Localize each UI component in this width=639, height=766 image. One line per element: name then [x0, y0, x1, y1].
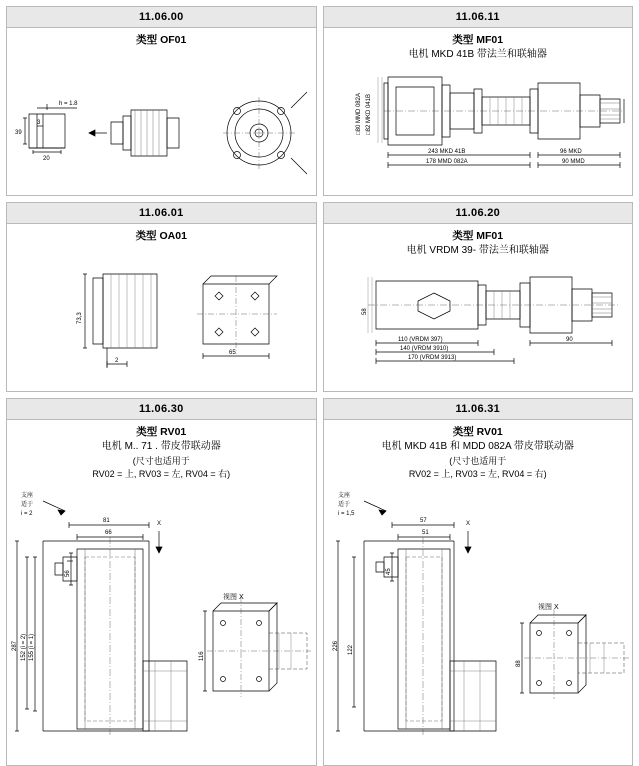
note-line-2: RV02 = 上, RV03 = 左, RV04 = 右): [408, 468, 547, 479]
panel-body: [7, 224, 316, 391]
subtitle: 电机 MKD 41B 带法兰和联轴器: [408, 49, 547, 61]
svg-text:110 (VRDM 397): 110 (VRDM 397): [397, 336, 443, 343]
svg-text:适于: 适于: [337, 501, 350, 508]
type-label: 类型 RV01: [136, 426, 187, 438]
svg-text:□82 MKD 041B: □82 MKD 041B: [365, 93, 372, 135]
svg-text:243 MKD 41B: 243 MKD 41B: [427, 148, 465, 155]
note-line-2: RV02 = 上, RV03 = 左, RV04 = 右): [92, 468, 231, 479]
svg-text:90: 90: [565, 336, 573, 343]
svg-text:65: 65: [229, 350, 236, 357]
drawing-grid: [6, 6, 633, 766]
type-label: 类型 MF01: [452, 230, 504, 242]
subtitle: 电机 MKD 41B 和 MDD 082A 带皮带联动器: [381, 441, 574, 453]
svg-text:122: 122: [347, 644, 354, 655]
svg-text:视图 X: 视图 X: [537, 603, 559, 611]
svg-text:73,3: 73,3: [77, 312, 83, 325]
drawing-11-06-01: [7, 244, 317, 384]
svg-text:116: 116: [199, 651, 205, 661]
panel-11-06-31: [323, 398, 634, 766]
panel-11-06-11: [323, 6, 634, 196]
svg-text:39: 39: [15, 130, 22, 137]
drawing-11-06-00: [7, 48, 317, 188]
svg-text:□80 MMD 082A: □80 MMD 082A: [355, 92, 362, 135]
panel-header: 11.06.20: [324, 203, 633, 224]
svg-text:178 MMD 082A: 178 MMD 082A: [425, 158, 468, 165]
type-label: 类型 OF01: [136, 34, 187, 46]
svg-text:58: 58: [361, 308, 368, 315]
svg-text:88: 88: [515, 660, 522, 667]
panel-11-06-01: [6, 202, 317, 392]
drawing-11-06-20: [324, 259, 634, 371]
svg-text:170 (VRDM 3913): 170 (VRDM 3913): [407, 354, 456, 361]
drawing-11-06-31: [324, 481, 634, 756]
panel-titles: [324, 224, 633, 259]
svg-text:i = 2: i = 2: [21, 510, 33, 517]
drawing-11-06-11: [324, 63, 634, 181]
svg-text:287: 287: [12, 640, 18, 651]
svg-text:20: 20: [43, 156, 50, 163]
type-label: 类型 RV01: [452, 426, 503, 438]
subtitle: 电机 VRDM 39- 带法兰和联轴器: [406, 245, 549, 257]
panel-11-06-20: [323, 202, 634, 392]
svg-text:45: 45: [385, 568, 392, 575]
svg-text:152 (i = 2): 152 (i = 2): [21, 633, 27, 661]
panel-header: 11.06.00: [7, 7, 316, 28]
svg-text:2: 2: [115, 358, 119, 365]
svg-text:X: X: [157, 520, 162, 527]
panel-titles: [7, 224, 316, 244]
svg-text:h = 1.8: h = 1.8: [59, 101, 78, 108]
panel-header: 11.06.01: [7, 203, 316, 224]
svg-text:56: 56: [65, 570, 71, 577]
note-line-1: (尺寸也适用于: [132, 455, 190, 466]
svg-text:i = 1,5: i = 1,5: [337, 510, 355, 517]
panel-body: [324, 420, 633, 765]
drawing-11-06-30: [7, 481, 317, 756]
svg-text:支座: 支座: [21, 492, 34, 499]
svg-text:226: 226: [332, 640, 339, 651]
svg-text:155 (i = 1): 155 (i = 1): [29, 633, 35, 661]
svg-text:适于: 适于: [21, 501, 34, 508]
panel-titles: [7, 28, 316, 48]
panel-titles: [7, 420, 316, 481]
type-label: 类型 MF01: [452, 34, 504, 46]
panel-body: [324, 28, 633, 195]
panel-body: [7, 420, 316, 765]
svg-text:90 MMD: 90 MMD: [561, 158, 585, 165]
svg-text:57: 57: [419, 517, 427, 524]
svg-text:66: 66: [105, 529, 112, 536]
note-line-1: (尺寸也适用于: [449, 455, 507, 466]
panel-titles: [324, 420, 633, 481]
subtitle: 电机 M.. 71 . 带皮带联动器: [101, 441, 221, 453]
type-label: 类型 OA01: [135, 230, 187, 242]
panel-header: 11.06.30: [7, 399, 316, 420]
svg-text:81: 81: [103, 517, 110, 524]
svg-text:视图 X: 视图 X: [223, 593, 244, 601]
svg-text:3: 3: [37, 120, 41, 127]
svg-text:96 MKD: 96 MKD: [559, 148, 582, 155]
svg-text:140 (VRDM 3910): 140 (VRDM 3910): [399, 345, 448, 352]
panel-header: 11.06.31: [324, 399, 633, 420]
panel-body: [7, 28, 316, 195]
svg-text:支座: 支座: [337, 492, 350, 499]
panel-titles: [324, 28, 633, 63]
panel-11-06-30: [6, 398, 317, 766]
panel-body: [324, 224, 633, 391]
panel-11-06-00: [6, 6, 317, 196]
svg-text:51: 51: [421, 529, 429, 536]
svg-text:X: X: [465, 520, 470, 527]
panel-header: 11.06.11: [324, 7, 633, 28]
